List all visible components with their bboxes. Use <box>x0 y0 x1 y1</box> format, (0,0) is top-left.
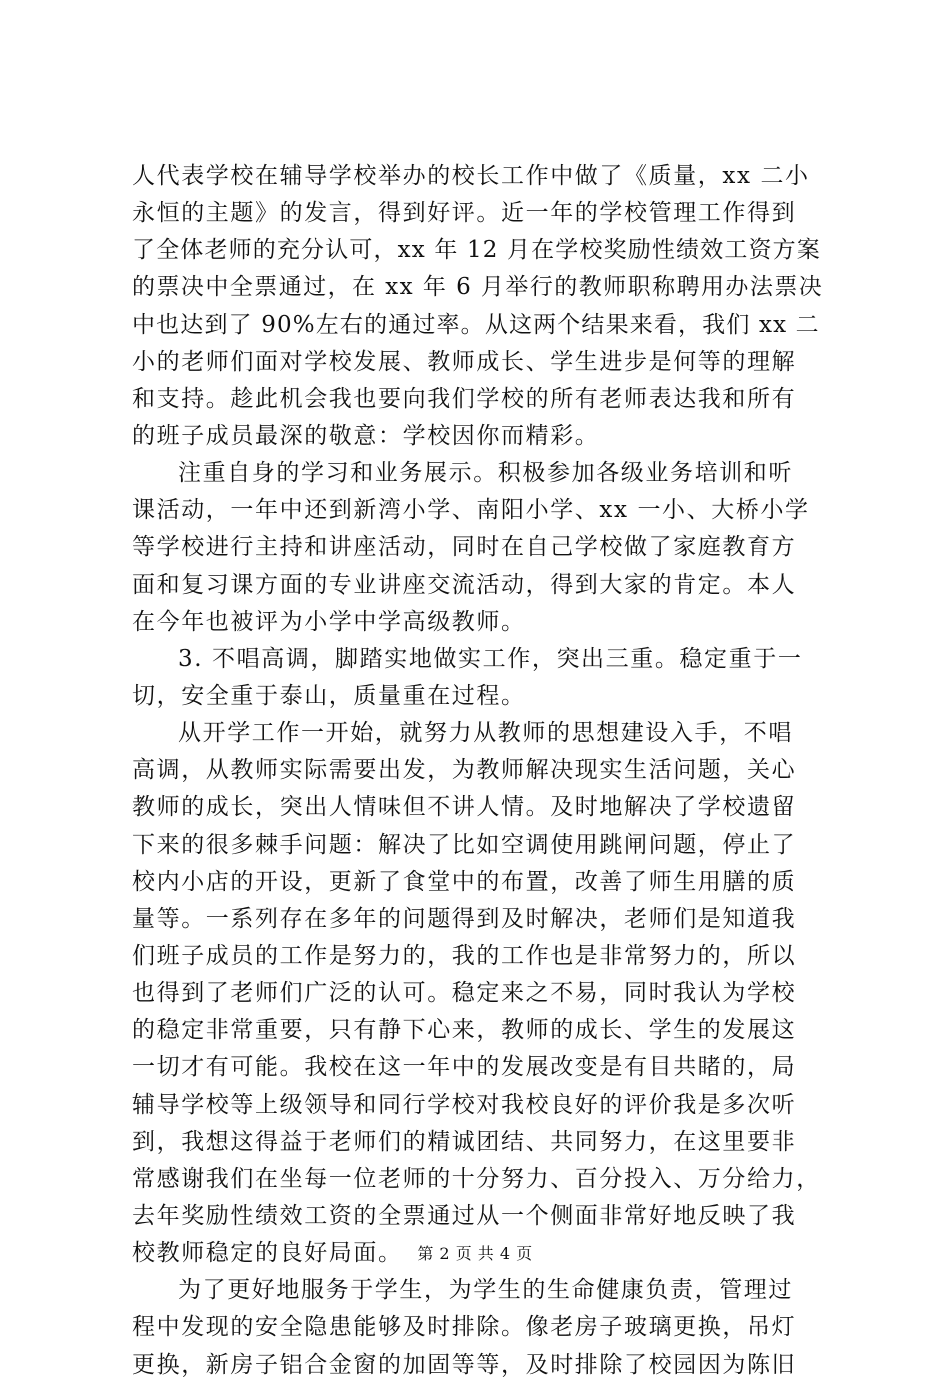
text-line: 和支持。趁此机会我也要向我们学校的所有老师表达我和所有 <box>132 385 797 412</box>
text-line: 们班子成员的工作是努力的，我的工作也是非常努力的，所以 <box>132 942 797 969</box>
page-footer: 第 2 页 共 4 页 <box>417 1244 533 1263</box>
text-line: 校教师稳定的良好局面。 <box>132 1240 403 1267</box>
text-line: 等学校进行主持和讲座活动，同时在自己学校做了家庭教育方 <box>132 534 797 561</box>
text-line: 校内小店的开设，更新了食堂中的布置，改善了师生用膳的质 <box>132 868 797 895</box>
text-line: 到，我想这得益于老师们的精诚团结、共同努力，在这里要非 <box>132 1128 797 1155</box>
text-line: 的稳定非常重要，只有静下心来，教师的成长、学生的发展这 <box>132 1017 797 1044</box>
text-line: 常感谢我们在坐每一位老师的十分努力、百分投入、万分给力， <box>132 1165 821 1192</box>
text-line: 注重自身的学习和业务展示。积极参加各级业务培训和听 <box>178 460 793 487</box>
text-line: 切，安全重于泰山，质量重在过程。 <box>132 682 526 709</box>
text-line: 辅导学校等上级领导和同行学校对我校良好的评价我是多次听 <box>132 1091 797 1118</box>
text-line: 程中发现的安全隐患能够及时排除。像老房子玻璃更换，吊灯 <box>132 1314 797 1341</box>
text-line: 了全体老师的充分认可，xx 年 12 月在学校奖励性绩效工资方案 <box>132 237 821 264</box>
text-line: 也得到了老师们广泛的认可。稳定来之不易，同时我认为学校 <box>132 980 797 1007</box>
text-line: 从开学工作一开始，就努力从教师的思想建设入手，不唱 <box>178 720 793 747</box>
text-line: 的班子成员最深的敬意：学校因你而精彩。 <box>132 422 600 449</box>
text-line: 的票决中全票通过，在 xx 年 6 月举行的教师职称聘用办法票决 <box>132 274 824 301</box>
text-line: 去年奖励性绩效工资的全票通过从一个侧面非常好地反映了我 <box>132 1202 797 1229</box>
text-line: 下来的很多棘手问题：解决了比如空调使用跳闸问题，停止了 <box>132 831 797 858</box>
text-line: 在今年也被评为小学中学高级教师。 <box>132 608 526 635</box>
text-line: 面和复习课方面的专业讲座交流活动，得到大家的肯定。本人 <box>132 571 797 598</box>
text-line: 3. 不唱高调，脚踏实地做实工作，突出三重。稳定重于一 <box>178 645 803 672</box>
text-line: 为了更好地服务于学生，为学生的生命健康负责，管理过 <box>178 1277 793 1304</box>
body-text <box>132 158 824 1384</box>
text-line: 中也达到了 90%左右的通过率。从这两个结果来看，我们 xx 二 <box>132 311 820 338</box>
text-line: 永恒的主题》的发言，得到好评。近一年的学校管理工作得到 <box>132 200 797 227</box>
text-line: 人代表学校在辅导学校举办的校长工作中做了《质量，xx 二小 <box>132 163 810 189</box>
text-line: 课活动，一年中还到新湾小学、南阳小学、xx 一小、大桥小学 <box>132 497 810 524</box>
text-line: 小的老师们面对学校发展、教师成长、学生进步是何等的理解 <box>132 348 797 375</box>
text-line: 量等。一系列存在多年的问题得到及时解决，老师们是知道我 <box>132 905 797 932</box>
text-line: 更换，新房子铝合金窗的加固等等，及时排除了校园因为陈旧 <box>132 1351 797 1378</box>
text-line: 教师的成长，突出人情味但不讲人情。及时地解决了学校遗留 <box>132 794 797 821</box>
text-line: 高调，从教师实际需要出发，为教师解决现实生活问题，关心 <box>132 757 797 784</box>
text-line: 一切才有可能。我校在这一年中的发展改变是有目共睹的，局 <box>132 1054 797 1081</box>
